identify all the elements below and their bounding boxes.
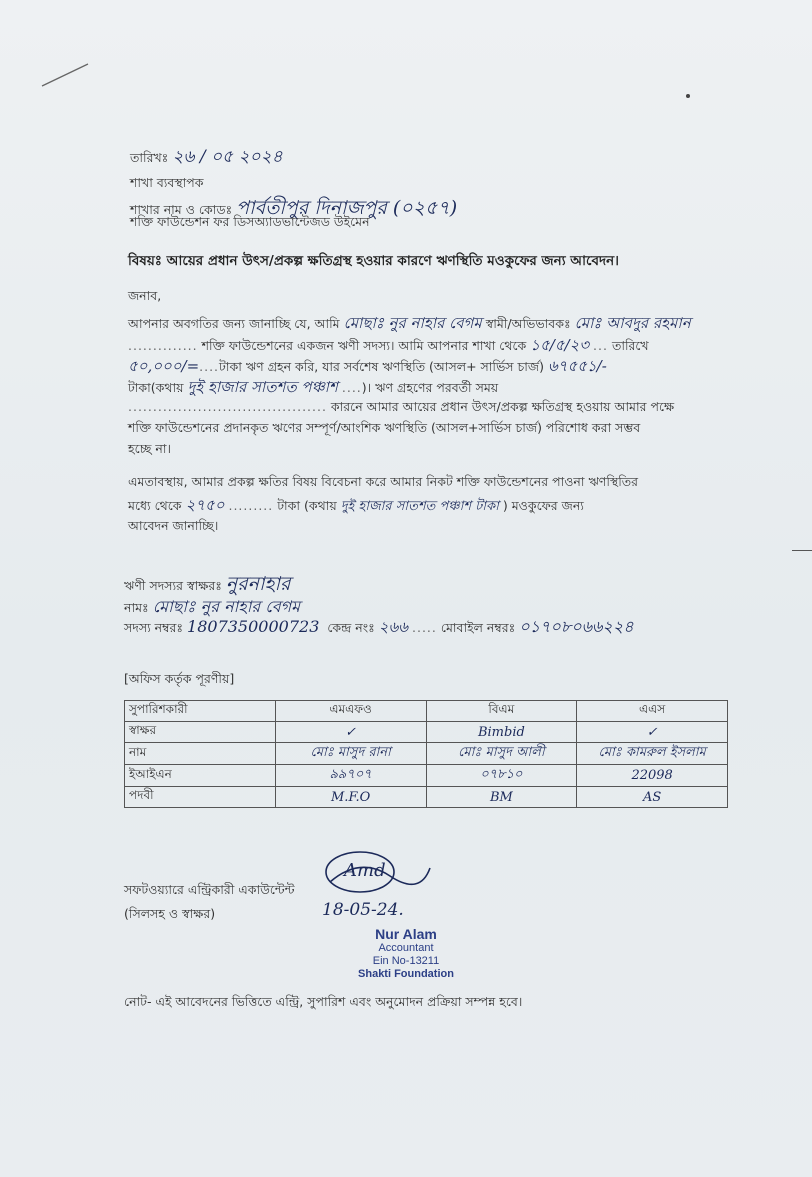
table-cell: ✓: [577, 722, 728, 743]
para2-text-a: মধ্যে থেকে: [128, 498, 182, 513]
table-cell: মোঃ মাসুদ রানা: [275, 743, 426, 765]
table-cell: M.F.O: [275, 787, 426, 808]
ink-dot: [686, 94, 690, 98]
member-id-row: [124, 614, 634, 641]
row-label: পদবী: [125, 787, 276, 808]
header-cell: এমএফও: [275, 701, 426, 722]
date-label: তারিখঃ: [130, 150, 169, 165]
office-row-designation: [125, 787, 728, 808]
recipient-line3: শক্তি ফাউন্ডেশন ফর ডিসঅ্যাডভান্টেজড উইমেন: [130, 214, 370, 229]
salutation: জনাব,: [128, 288, 162, 303]
office-row-signature: [125, 722, 728, 743]
row-label: নাম: [125, 743, 276, 765]
member-id-label: সদস্য নম্বরঃ: [124, 620, 184, 635]
row-label: ইআইএন: [125, 765, 276, 787]
borrower-name: মোছাঃ নুর নাহার বেগম: [343, 314, 482, 332]
para2-line2: [128, 498, 584, 513]
stamp-org: Shakti Foundation: [358, 968, 454, 980]
member-name: মোছাঃ নুর নাহার বেগম: [152, 597, 300, 616]
mobile-label: মোবাইল নম্বরঃ: [440, 620, 516, 635]
stamp-ein: Ein No-13211: [372, 955, 440, 967]
office-heading: [অফিস কর্তৃক পূরণীয়]: [124, 671, 235, 686]
stamp-name: Nur Alam: [375, 926, 437, 942]
para1-line5: [128, 401, 674, 414]
accountant-label: সফটওয়্যারে এন্ট্রিকারী একাউন্টেন্ট: [124, 882, 295, 897]
para1-text-g: )। ঋণ গ্রহণের পরবর্তী সময়: [361, 380, 499, 395]
loan-balance: ৬৭৫৫১/-: [547, 357, 607, 375]
para1-line2: [128, 338, 649, 353]
dots: .....: [412, 620, 437, 635]
table-cell: মোঃ মাসুদ আলী: [426, 743, 577, 765]
para1-text-d: তারিখে: [611, 338, 649, 353]
dots: .........: [228, 498, 274, 513]
center-number: ২৬৬: [378, 618, 409, 636]
office-row-ein: [125, 765, 728, 787]
office-row-name: [125, 743, 728, 765]
table-cell: 22098: [577, 765, 728, 787]
para1-text-c: শক্তি ফাউন্ডেশনের একজন ঋণী সদস্য। আমি আপনার শাখা থেকে: [201, 338, 527, 353]
center-label: কেন্দ্র নংঃ: [327, 620, 375, 635]
header-cell: এএস: [577, 701, 728, 722]
member-id: 1807350000723: [187, 617, 320, 636]
header-cell: বিএম: [426, 701, 577, 722]
balance-words: দুই হাজার সাতশত পঞ্চাশ: [187, 378, 338, 396]
date-value: ২৬ / ০৫ ২০২৪: [172, 147, 283, 167]
member-signature: নুরনাহার: [225, 573, 291, 595]
loan-amount: ৫০,০০০/=: [128, 357, 200, 375]
member-name-label: নামঃ: [124, 600, 149, 615]
para1-text-b: স্বামী/অভিভাবকঃ: [485, 316, 571, 331]
edge-mark: [792, 550, 812, 551]
dots: ...: [593, 338, 608, 353]
para2-line3: আবেদন জানাচ্ছি।: [128, 518, 219, 533]
para1-text-e: টাকা ঋণ গ্রহন করি, যার সর্বশেষ ঋণস্থিতি (আসল+ সার্ভিস চার্জ): [219, 359, 544, 374]
accountant-signature: Amd: [344, 860, 386, 881]
table-cell: ৯৯৭০৭: [275, 765, 426, 787]
dots: ....: [341, 380, 362, 395]
table-cell: Bimbid: [426, 722, 577, 743]
row-label: স্বাক্ষর: [125, 722, 276, 743]
mobile-number: ০১৭০৮০৬৬২২৪: [519, 617, 634, 636]
dots: ........................................: [128, 399, 327, 414]
para2-line1: এমতাবস্থায়, আমার প্রকল্প ক্ষতির বিষয় বিবেচনা করে আমার নিকট শক্তি ফাউন্ডেশনের পাওনা ঋণস্থিতির: [128, 474, 639, 489]
para1-line6: শক্তি ফাউন্ডেশনের প্রদানকৃত ঋণের সম্পূর্ণ/আংশিক ঋণস্থিতি (আসল+সার্ভিস চার্জ) পরিশোধ করা সম্ভব: [128, 420, 641, 435]
loan-date: ১৫/৫/২৩: [530, 336, 590, 354]
para1-text-a: আপনার অবগতির জন্য জানাচ্ছি যে, আমি: [128, 316, 340, 331]
table-cell: BM: [426, 787, 577, 808]
header-cell: সুপারিশকারী: [125, 701, 276, 722]
subject-line: বিষয়ঃ আয়ের প্রধান উৎস/প্রকল্প ক্ষতিগ্রস্থ হওয়ার কারণে ঋণস্থিতি মওকুফের জন্য আবেদন।: [128, 253, 619, 269]
para1-line4: [128, 380, 498, 395]
recipient-line1: শাখা ব্যবস্থাপক: [130, 175, 204, 190]
stamp-title: Accountant: [378, 942, 434, 954]
pen-mark: [40, 60, 100, 90]
waiver-words: দুই হাজার সাতশত পঞ্চাশ টাকা: [340, 499, 499, 514]
accountant-stamp: [344, 926, 468, 981]
para1-line3: [128, 359, 607, 374]
member-sign-label: ঋণী সদস্যর স্বাক্ষরঃ: [124, 578, 222, 593]
table-cell: ০৭৮১০: [426, 765, 577, 787]
branch-value: পার্বতীপুর দিনাজপুর (০২৫৭): [236, 197, 458, 219]
table-cell: মোঃ কামরুল ইসলাম: [577, 743, 728, 765]
para1-text-h: কারনে আমার আয়ের প্রধান উৎস/প্রকল্প ক্ষতিগ্রস্থ হওয়ায় আমার পক্ষে: [330, 399, 675, 414]
footer-note: নোট- এই আবেদনের ভিত্তিতে এন্ট্রি, সুপারিশ এবং অনুমোদন প্রক্রিয়া সম্পন্ন হবে।: [124, 994, 523, 1009]
table-cell: ✓: [275, 722, 426, 743]
dots: ....: [199, 359, 220, 374]
para1-line7: হচ্ছে না।: [128, 441, 171, 456]
accountant-sublabel: (সিলসহ ও স্বাক্ষর): [124, 906, 216, 921]
date-row: [130, 144, 283, 172]
accountant-sign-date: 18-05-24.: [322, 900, 404, 920]
office-header-row: [125, 701, 728, 722]
para2-text-b: টাকা (কথায়: [277, 498, 337, 513]
para2-text-c: ) মওকুফের জন্য: [502, 498, 584, 513]
waiver-amount: ২৭৫০: [185, 496, 225, 514]
para1-line1: [128, 316, 691, 331]
guardian-name: মোঃ আবদুর রহমান: [574, 314, 691, 332]
table-cell: AS: [577, 787, 728, 808]
dots: ..............: [128, 338, 198, 353]
branch-label: শাখার নাম ও কোডঃ: [130, 202, 233, 217]
para1-text-f: টাকা(কথায়: [128, 380, 184, 395]
office-table: [124, 700, 728, 808]
